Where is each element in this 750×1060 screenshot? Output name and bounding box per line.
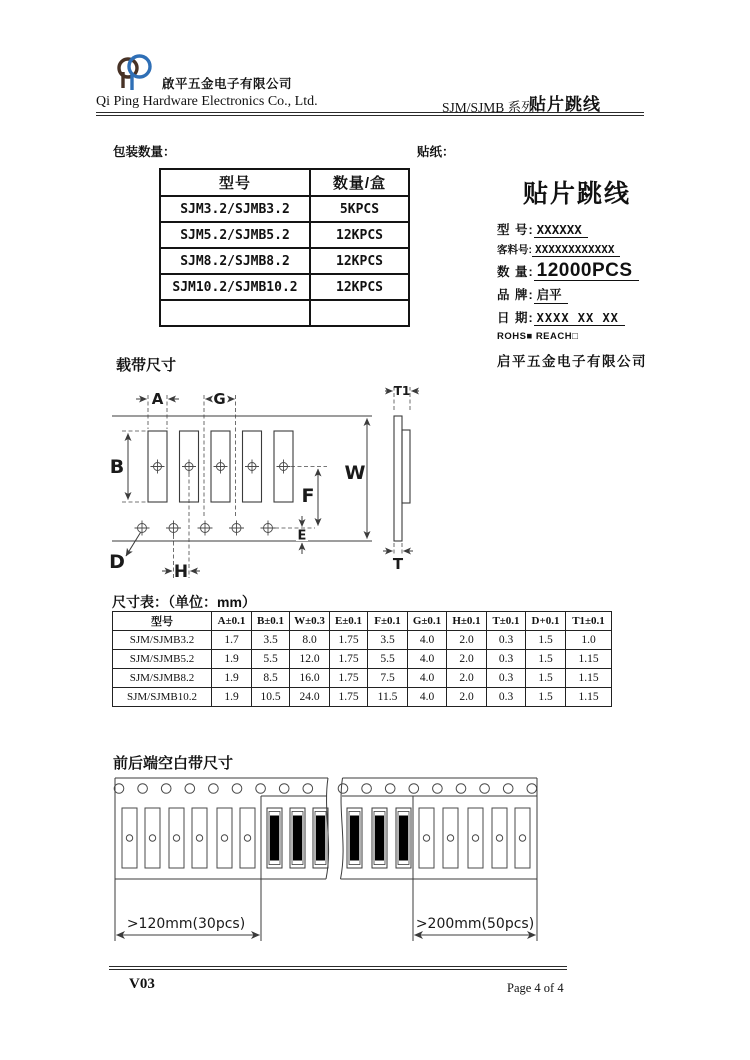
table-cell: 5.5 [368,650,408,669]
dimension-table-title: 尺寸表：（单位：mm） [112,594,256,610]
table-cell: D+0.1 [526,612,566,631]
dim-label-B: B [109,456,125,478]
table-cell: 1.75 [330,631,368,650]
dim-label-E: E [297,528,307,544]
company-logo [112,52,160,94]
table-cell: 1.9 [212,669,252,688]
packaging-table [159,168,410,327]
table-cell: W±0.3 [290,612,330,631]
table-row [160,222,409,248]
dim-label-G: G [213,390,226,408]
dimension-table-head [113,612,612,631]
table-cell: 12KPCS [310,222,409,248]
table-cell: 7.5 [368,669,408,688]
dim-label-A: A [151,390,164,408]
table-cell: 2.0 [447,650,487,669]
sprocket-holes [114,784,536,794]
table-cell: 1.75 [330,650,368,669]
product-title: 贴片跳线 [529,95,601,114]
table-cell: 8.0 [290,631,330,650]
dimension-table [112,611,612,707]
carrier-tape-diagram [105,375,435,585]
table-cell: 1.5 [526,631,566,650]
dim-label-T: T [392,555,404,573]
table-row [160,300,409,326]
table-row [113,631,612,650]
table-cell: 1.7 [212,631,252,650]
field-value: 启平 [534,285,568,304]
carrier-tape-title: 载带尺寸 [116,357,177,374]
dim-label-T1: T1 [393,384,411,398]
table-row [113,688,612,707]
table-cell: SJM10.2/SJMB10.2 [160,274,310,300]
table-cell: 0.3 [487,669,526,688]
blank-tape-diagram [100,765,660,950]
table-cell: 1.15 [566,650,612,669]
sticker-field-model [497,220,657,238]
field-value: XXXXXX [534,222,588,238]
trailer-blank-dimension: >200mm(50pcs) [415,916,535,932]
table-cell: 1.5 [526,669,566,688]
crosshair-holes [135,460,291,536]
sticker-field-customer [497,242,657,257]
table-cell: 12KPCS [310,274,409,300]
sticker-field-brand [497,285,657,304]
table-row [113,650,612,669]
table-cell: 2.0 [447,688,487,707]
table-cell: 3.5 [252,631,290,650]
table-cell: 1.5 [526,688,566,707]
footer-rule [109,966,567,970]
table-cell: 10.5 [252,688,290,707]
table-cell: 4.0 [408,650,447,669]
table-cell: 0.3 [487,631,526,650]
dim-label-H: H [173,562,189,582]
table-cell: 3.5 [368,631,408,650]
field-name: 型 号: [497,223,534,237]
table-cell: 12KPCS [310,248,409,274]
dim-label-D: D [109,551,125,573]
table-cell: 型号 [160,169,310,196]
table-cell: B±0.1 [252,612,290,631]
table-row [113,669,612,688]
dim-label-W: W [344,462,366,484]
table-row [160,196,409,222]
table-cell: 4.0 [408,669,447,688]
field-name: 数 量: [497,265,534,279]
dimension-table-body [113,631,612,707]
table-cell: 1.15 [566,669,612,688]
leader-blank-dimension: >120mm(30pcs) [126,916,246,932]
table-cell: 1.9 [212,650,252,669]
table-cell: 型号 [113,612,212,631]
company-name-en: Qi Ping Hardware Electronics Co., Ltd. [96,94,318,109]
packaging-table-head [160,169,409,196]
table-cell: SJM/SJMB10.2 [113,688,212,707]
table-cell: 数量/盒 [310,169,409,196]
table-cell: H±0.1 [447,612,487,631]
field-value: XXXX XX XX [534,311,625,326]
sticker-field-date [497,308,657,326]
table-cell: SJM/SJMB3.2 [113,631,212,650]
field-name: 日 期: [497,311,534,325]
table-cell: 2.0 [447,631,487,650]
table-cell: 1.15 [566,688,612,707]
table-cell: 12.0 [290,650,330,669]
field-value: XXXXXXXXXXXX [532,243,620,257]
table-cell: SJM/SJMB5.2 [113,650,212,669]
page-number: Page 4 of 4 [507,981,564,995]
table-cell: 8.5 [252,669,290,688]
table-cell: SJM8.2/SJMB8.2 [160,248,310,274]
table-cell: 4.0 [408,688,447,707]
table-cell: G±0.1 [408,612,447,631]
table-row [160,248,409,274]
table-cell: A±0.1 [212,612,252,631]
table-cell: 1.75 [330,669,368,688]
compliance-marks: ROHS■ REACH□ [497,331,579,342]
table-cell: 1.9 [212,688,252,707]
blank-tape-title: 前后端空白带尺寸 [113,755,234,772]
sticker-title: 贴纸： [417,145,455,159]
field-value: 12000PCS [534,261,639,281]
table-cell [310,300,409,326]
table-cell: 11.5 [368,688,408,707]
header-rule [96,112,644,116]
table-cell: 0.3 [487,650,526,669]
loaded-pockets [267,808,411,868]
table-cell: 1.5 [526,650,566,669]
table-cell: 5KPCS [310,196,409,222]
company-name-cn: 啟平五金电子有限公司 [162,77,293,91]
table-cell [160,300,310,326]
sticker-company: 启平五金电子有限公司 [497,354,647,369]
packaging-table-body [160,196,409,326]
table-cell: T1±0.1 [566,612,612,631]
table-cell: E±0.1 [330,612,368,631]
sticker-card [497,174,657,370]
table-row [113,612,612,631]
table-cell: 1.75 [330,688,368,707]
table-cell: 0.3 [487,688,526,707]
table-cell: 2.0 [447,669,487,688]
table-cell: SJM/SJMB8.2 [113,669,212,688]
table-cell: SJM3.2/SJMB3.2 [160,196,310,222]
table-cell: 24.0 [290,688,330,707]
table-cell: T±0.1 [487,612,526,631]
sticker-field-quantity [497,261,657,281]
table-cell: 1.0 [566,631,612,650]
packaging-title: 包装数量： [113,145,176,159]
table-cell: 5.5 [252,650,290,669]
table-cell: F±0.1 [368,612,408,631]
table-cell: SJM5.2/SJMB5.2 [160,222,310,248]
sticker-heading: 贴片跳线 [522,181,631,208]
dimension-arrows [126,391,419,571]
document-version: V03 [129,976,155,992]
field-name: 品 牌: [497,288,534,302]
series-label: SJM/SJMB 系列 [442,100,535,115]
table-cell: 16.0 [290,669,330,688]
table-row [160,274,409,300]
dim-label-F: F [301,485,315,507]
field-name: 客料号: [497,244,532,256]
table-cell: 4.0 [408,631,447,650]
table-row [160,169,409,196]
